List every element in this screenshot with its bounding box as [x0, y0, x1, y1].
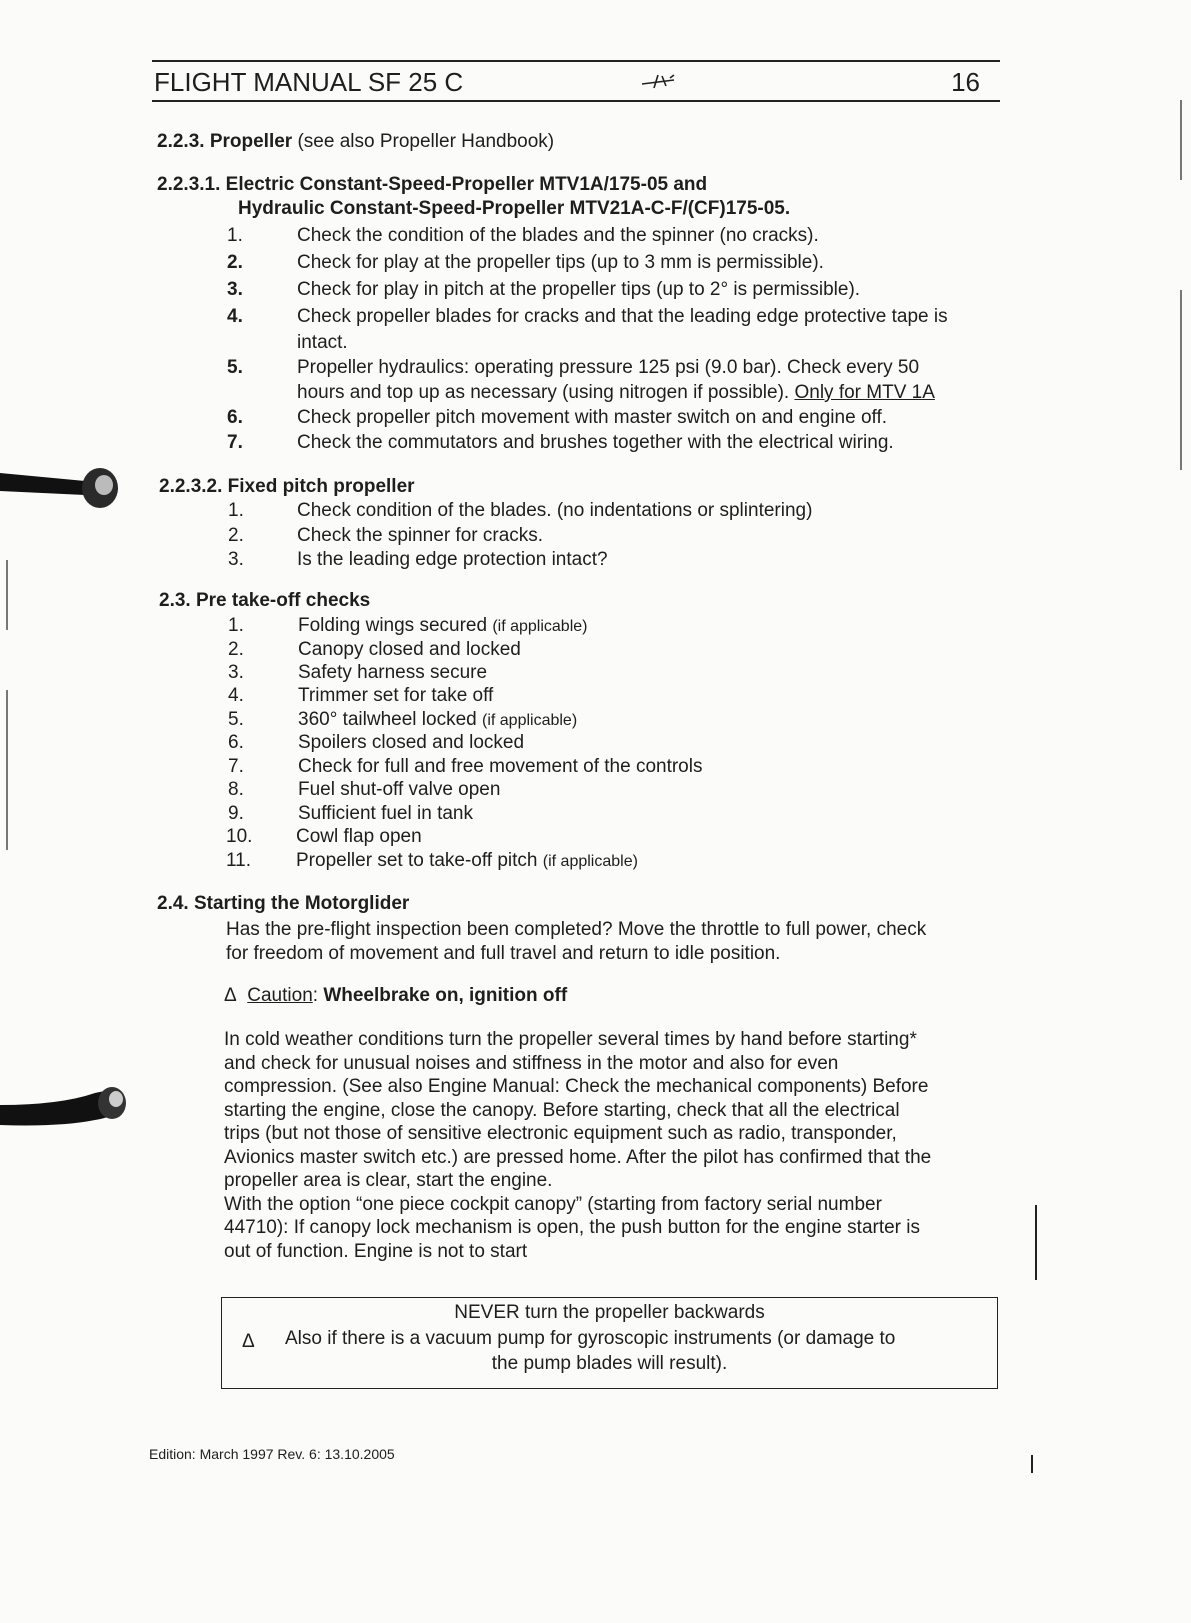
- starting-intro: Has the pre-flight inspection been completed? Move the throttle to full power, check for freedom of movement and full travel and return to idle position.: [226, 919, 927, 964]
- right-margin-mark: [1180, 290, 1182, 470]
- warning-triangle-icon: Δ: [242, 1331, 255, 1352]
- page-header: [152, 60, 1000, 102]
- edition-footer: Edition: March 1997 Rev. 6: 13.10.2005: [149, 1446, 395, 1462]
- section-2-2-3-1-heading: 2.2.3.1. Electric Constant-Speed-Propeller MTV1A/175-05 and: [157, 174, 708, 195]
- right-margin-mark: [1180, 100, 1182, 180]
- aircraft-logo-icon: [640, 72, 676, 90]
- binder-ring-top: [0, 455, 130, 525]
- warning-box: NEVER turn the propeller backwards Δ Also if there is a vacuum pump for gyroscopic instruments (or damage to the pump blades will result).: [221, 1297, 998, 1389]
- manual-title: FLIGHT MANUAL SF 25 C: [154, 67, 464, 97]
- section-2-2-3-1-heading-line2: Hydraulic Constant-Speed-Propeller MTV21A-C-F/(CF)175-05.: [238, 198, 791, 219]
- section-2-2-3-2-heading: 2.2.3.2. Fixed pitch propeller: [159, 476, 415, 497]
- left-margin-mark: [6, 560, 8, 630]
- caution-line: Δ Caution: Wheelbrake on, ignition off: [224, 985, 568, 1006]
- section-2-4-heading: 2.4. Starting the Motorglider: [157, 893, 410, 914]
- section-2-2-3-heading: 2.2.3. Propeller (see also Propeller Handbook): [157, 131, 555, 152]
- revision-bar: [1035, 1205, 1037, 1280]
- binder-ring-bottom: [0, 1075, 140, 1155]
- manual-page: FLIGHT MANUAL SF 25 C 16 2.2.3. Propeller (see also Propeller Handbook) 2.2.3.1. Electric Constant-Speed-Propeller MTV1A/175-05 and Hydraulic Constant-Speed-Propeller MTV21A-C-F/(CF)175-05. 1. Check the condition of the blades and the spinner (no cracks). 2. Check for play at the propeller tips (up to 3 mm is permissible). 3. Check for play in pitch at the propeller tips (up to 2° is permissible). 4. Check propeller blades for cracks and that the leading edge protective tape is intact. 5. Propeller hydraulics: operating pressure 125 psi (9.0 bar). Check every 50 hours and top up as necessary (using nitrogen if possible). Only for MTV 1A 6. Check propeller pitch movement with master switch on and engine off. 7. Check the commutators and brushes together with the electrical wiring. 2.2.3.2. Fixed pitch propeller 1. Check condition of the blades. (no indentations or splintering) 2. Check the spinner for cracks. 3. Is the leading edge protection intact? 2.3. Pre take-off checks 1. Folding wings secured (if applicable) 2. Canopy closed and locked 3. Safety harness secure 4. Trimmer set for take off 5. 360° tailwheel locked (if applicable) 6. Spoilers closed and locked 7. Check for full and free movement of the controls 8. Fuel shut-off valve open 9. Sufficient fuel in tank 10. Cowl flap open 11. Propeller set to take-off pitch (if applicable) 2.4. Starting the Motorglider Has the pre-flight inspection been completed? Move the throttle to full power, check for freedom of movement and full travel and return to idle position. Δ Caution: Wheelbrake on, ignition off In cold weather conditions turn the propeller several times by hand before starting* and check for unusual noises and stiffness in the motor and also for even compression. (See also Engine Manual: Check the mechanical components) Before starting the engine, close the canopy. Before starting, check that all the electrical trips (but not those of sensitive electronic equipment such as radio, transponder, Avionics master switch etc.) are pressed home. After the pilot has confirmed that the propeller area is clear, start the engine. With the option “one piece cockpit canopy” (starting from factory serial number 44710): If canopy lock mechanism is open, the push button for the engine starter is out of function. Engine is not to start NEVER turn the propeller backwards Δ Also if there is a vacuum pump for gyroscopic instruments (or damage to the pump blades will result). Edition: March 1997 Rev. 6: 13.10.2005: [0, 0, 1191, 1623]
- left-margin-mark: [6, 690, 8, 850]
- mtv1a-note: Only for MTV 1A: [794, 382, 935, 403]
- warning-triangle-icon: Δ: [224, 985, 237, 1006]
- starting-paragraph: In cold weather conditions turn the propeller several times by hand before starting* and check for unusual noises and stiffness in the motor and also for even compression. (See also Engine Manual: Check the mechanical components) Before starting the engine, close the canopy. Before starting, check that all the electrical trips (but not those of sensitive electronic equipment such as radio, transponder, Avionics master switch etc.) are pressed home. After the pilot has confirmed that the propeller area is clear, start the engine. With the option “one piece cockpit canopy” (starting from factory serial number 44710): If canopy lock mechanism is open, the push button for the engine starter is out of function. Engine is not to start: [224, 1029, 932, 1262]
- page-number: 16: [951, 67, 980, 97]
- revision-bar: [1031, 1455, 1033, 1473]
- section-2-3-heading: 2.3. Pre take-off checks: [159, 590, 371, 611]
